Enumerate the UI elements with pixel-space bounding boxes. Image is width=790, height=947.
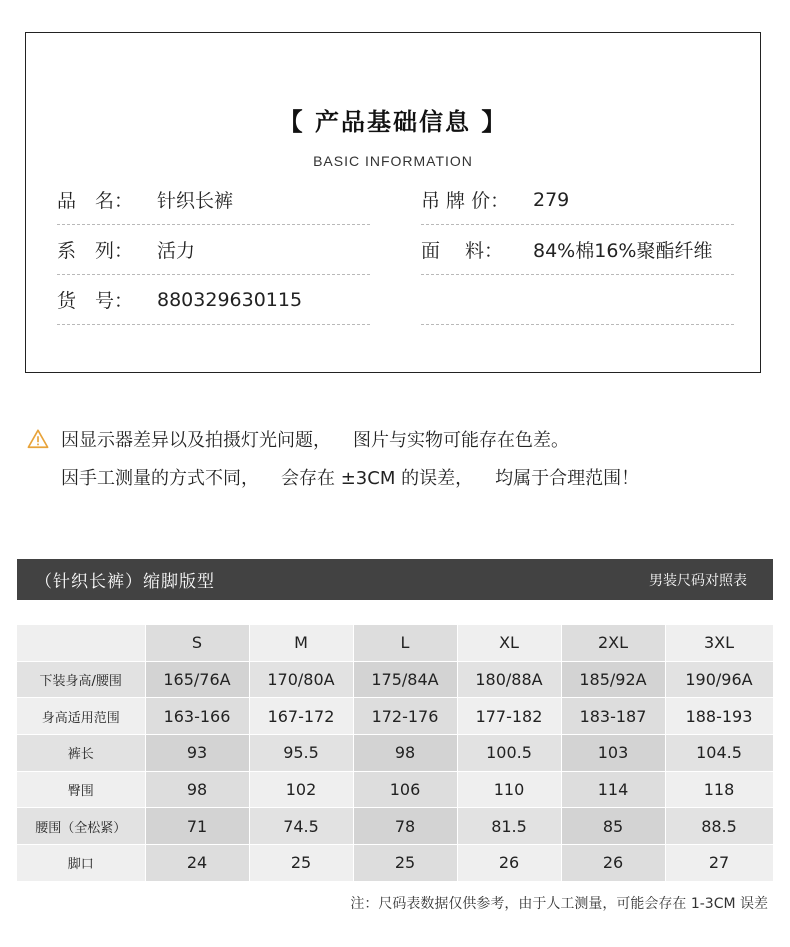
table-header-row: [17, 625, 773, 661]
notice-text: 因手工测量的方式不同，: [61, 468, 259, 489]
field-item-number: [57, 275, 370, 325]
field-value: 活力: [157, 240, 196, 262]
table-row: [17, 771, 773, 808]
table-cell: 110: [457, 771, 561, 808]
size-chart-footnote: 注：尺码表数据仅供参考，由于人工测量，可能会存在 1-3CM 误差: [350, 896, 768, 912]
table-cell: 26: [561, 845, 665, 882]
field-value: 针织长裤: [157, 190, 234, 212]
size-table: [17, 625, 774, 882]
field-label: 品 名：: [57, 190, 134, 212]
row-label: 身高适用范围: [17, 698, 145, 735]
notice-line-2: [27, 458, 639, 496]
table-corner-cell: [17, 625, 145, 661]
field-label: 吊 牌 价：: [421, 190, 510, 212]
field-product-name: [57, 175, 370, 225]
table-cell: 114: [561, 771, 665, 808]
row-label: 腰围（全松紧）: [17, 808, 145, 845]
row-label: 脚口: [17, 845, 145, 882]
table-row: [17, 845, 773, 882]
table-cell: 100.5: [457, 735, 561, 772]
table-cell: 165/76A: [145, 661, 249, 698]
table-cell: 98: [145, 771, 249, 808]
table-cell: 71: [145, 808, 249, 845]
table-cell: 167-172: [249, 698, 353, 735]
table-cell: 172-176: [353, 698, 457, 735]
row-label: 臀围: [17, 771, 145, 808]
size-column-header: S: [145, 625, 249, 661]
table-cell: 183-187: [561, 698, 665, 735]
table-cell: 118: [665, 771, 773, 808]
table-cell: 188-193: [665, 698, 773, 735]
table-row: [17, 698, 773, 735]
field-value: 84%棉16%聚酯纤维: [533, 240, 713, 262]
size-column-header: L: [353, 625, 457, 661]
table-row: [17, 661, 773, 698]
table-cell: 185/92A: [561, 661, 665, 698]
notice-text: 因显示器差异以及拍摄灯光问题，: [61, 430, 331, 451]
notice-text: 图片与实物可能存在色差。: [353, 430, 569, 451]
size-column-header: 3XL: [665, 625, 773, 661]
table-cell: 93: [145, 735, 249, 772]
table-cell: 170/80A: [249, 661, 353, 698]
table-cell: 25: [249, 845, 353, 882]
row-label: 裤长: [17, 735, 145, 772]
field-label: 系 列：: [57, 240, 134, 262]
table-cell: 190/96A: [665, 661, 773, 698]
info-subtitle: BASIC INFORMATION: [313, 153, 473, 169]
table-cell: 98: [353, 735, 457, 772]
info-title: 【 产品基础信息 】: [278, 108, 508, 136]
size-column-header: 2XL: [561, 625, 665, 661]
table-cell: 26: [457, 845, 561, 882]
table-cell: 103: [561, 735, 665, 772]
size-chart-title: （针织长裤）缩脚版型: [35, 572, 215, 592]
field-empty: [421, 275, 734, 325]
size-column-header: XL: [457, 625, 561, 661]
notice-text: 会存在 ±3CM 的误差，: [281, 468, 474, 489]
table-cell: 25: [353, 845, 457, 882]
row-label: 下装身高/腰围: [17, 661, 145, 698]
field-value: 279: [533, 188, 570, 211]
table-cell: 175/84A: [353, 661, 457, 698]
table-cell: 180/88A: [457, 661, 561, 698]
table-cell: 88.5: [665, 808, 773, 845]
table-cell: 177-182: [457, 698, 561, 735]
field-fabric: [421, 225, 734, 275]
size-chart-header: [17, 559, 773, 600]
field-label: 货 号：: [57, 290, 134, 312]
size-chart-subtitle: 男装尺码对照表: [649, 572, 747, 589]
table-cell: 95.5: [249, 735, 353, 772]
table-cell: 81.5: [457, 808, 561, 845]
table-cell: 74.5: [249, 808, 353, 845]
notice-text: 均属于合理范围！: [495, 468, 640, 489]
table-cell: 163-166: [145, 698, 249, 735]
field-series: [57, 225, 370, 275]
table-cell: 78: [353, 808, 457, 845]
table-cell: 102: [249, 771, 353, 808]
field-label: 面 料：: [421, 240, 504, 262]
field-tag-price: [421, 175, 734, 225]
color-difference-notice: [27, 420, 639, 496]
table-cell: 85: [561, 808, 665, 845]
table-row: [17, 735, 773, 772]
field-value: 880329630115: [157, 288, 303, 311]
notice-line-1: [27, 420, 639, 458]
table-cell: 106: [353, 771, 457, 808]
table-cell: 104.5: [665, 735, 773, 772]
size-column-header: M: [249, 625, 353, 661]
table-cell: 27: [665, 845, 773, 882]
table-row: [17, 808, 773, 845]
warning-triangle-icon: [27, 428, 49, 450]
table-cell: 24: [145, 845, 249, 882]
